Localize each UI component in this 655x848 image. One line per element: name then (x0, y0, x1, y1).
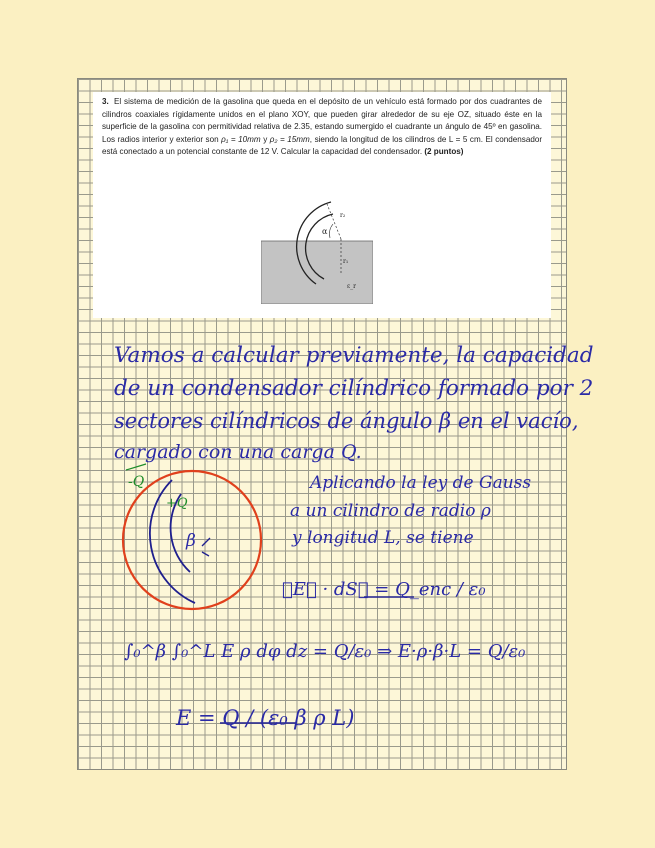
note-line-3: sectores cilíndricos de ángulo β en el vacío, (114, 409, 579, 433)
rho1-value: ρ₁ = 10mm (221, 134, 261, 144)
r2-label: r₂ (340, 212, 346, 219)
points-label: (2 puntos) (424, 147, 464, 157)
r1-label: r₁ (343, 258, 349, 265)
note-line-2: de un condensador cilíndrico formado por 2 (114, 376, 594, 401)
underline-sketch (126, 464, 146, 470)
gauss-line-3: y longitud L, se tiene (292, 528, 474, 548)
problem-body-end: , siendo la longitud de los cilindros de L = 5 cm. El condensador está conectado a un potencial constante de 12 V. Calcular la capacidad del condensador. (102, 134, 543, 157)
plus-q-label: +Q (166, 496, 188, 511)
inner-tick-2 (202, 552, 209, 556)
gauss-line-2: a un cilindro de radio ρ (290, 501, 491, 521)
rho2-value: ρ₂ = 15mm (269, 134, 310, 144)
inner-tick (202, 538, 210, 546)
problem-number: 3. (102, 97, 109, 106)
gauss-law-equation: ∮E⃗ · dS⃗ = Q_enc / ε₀ (282, 579, 486, 600)
note-line-1: Vamos a calcular previamente, la capacidad (114, 343, 594, 368)
gauss-line-1: Aplicando la ley de Gauss (310, 473, 532, 493)
beta-label: β (186, 531, 196, 551)
connector-word: y (263, 134, 268, 144)
minus-q-label: -Q (128, 474, 145, 490)
note-line-4: cargado con una carga Q. (114, 441, 362, 463)
integral-equation: ∫₀^β ∫₀^L E ρ dφ dz = Q/ε₀ ⇒ E·ρ·β·L = Q/ε₀ (124, 641, 526, 662)
eps-label: ε_r (347, 283, 356, 290)
alpha-label: α (322, 227, 328, 236)
field-equation: E = Q / (ε₀ β ρ L) (176, 706, 355, 730)
problem-body: El sistema de medición de la gasolina que queda en el depósito de un vehículo está formado por dos cuadrantes de cilindros coaxiales rígidamente unidos en el plano XOY, que pueden girar alrededor de su eje OZ, situado éste en la superficie de la gasolina con permitividad relativa de 2.35, estando sumergido el cuadrante un ángulo de 45º en gasolina. Los radios interior y exterior son (102, 97, 542, 144)
